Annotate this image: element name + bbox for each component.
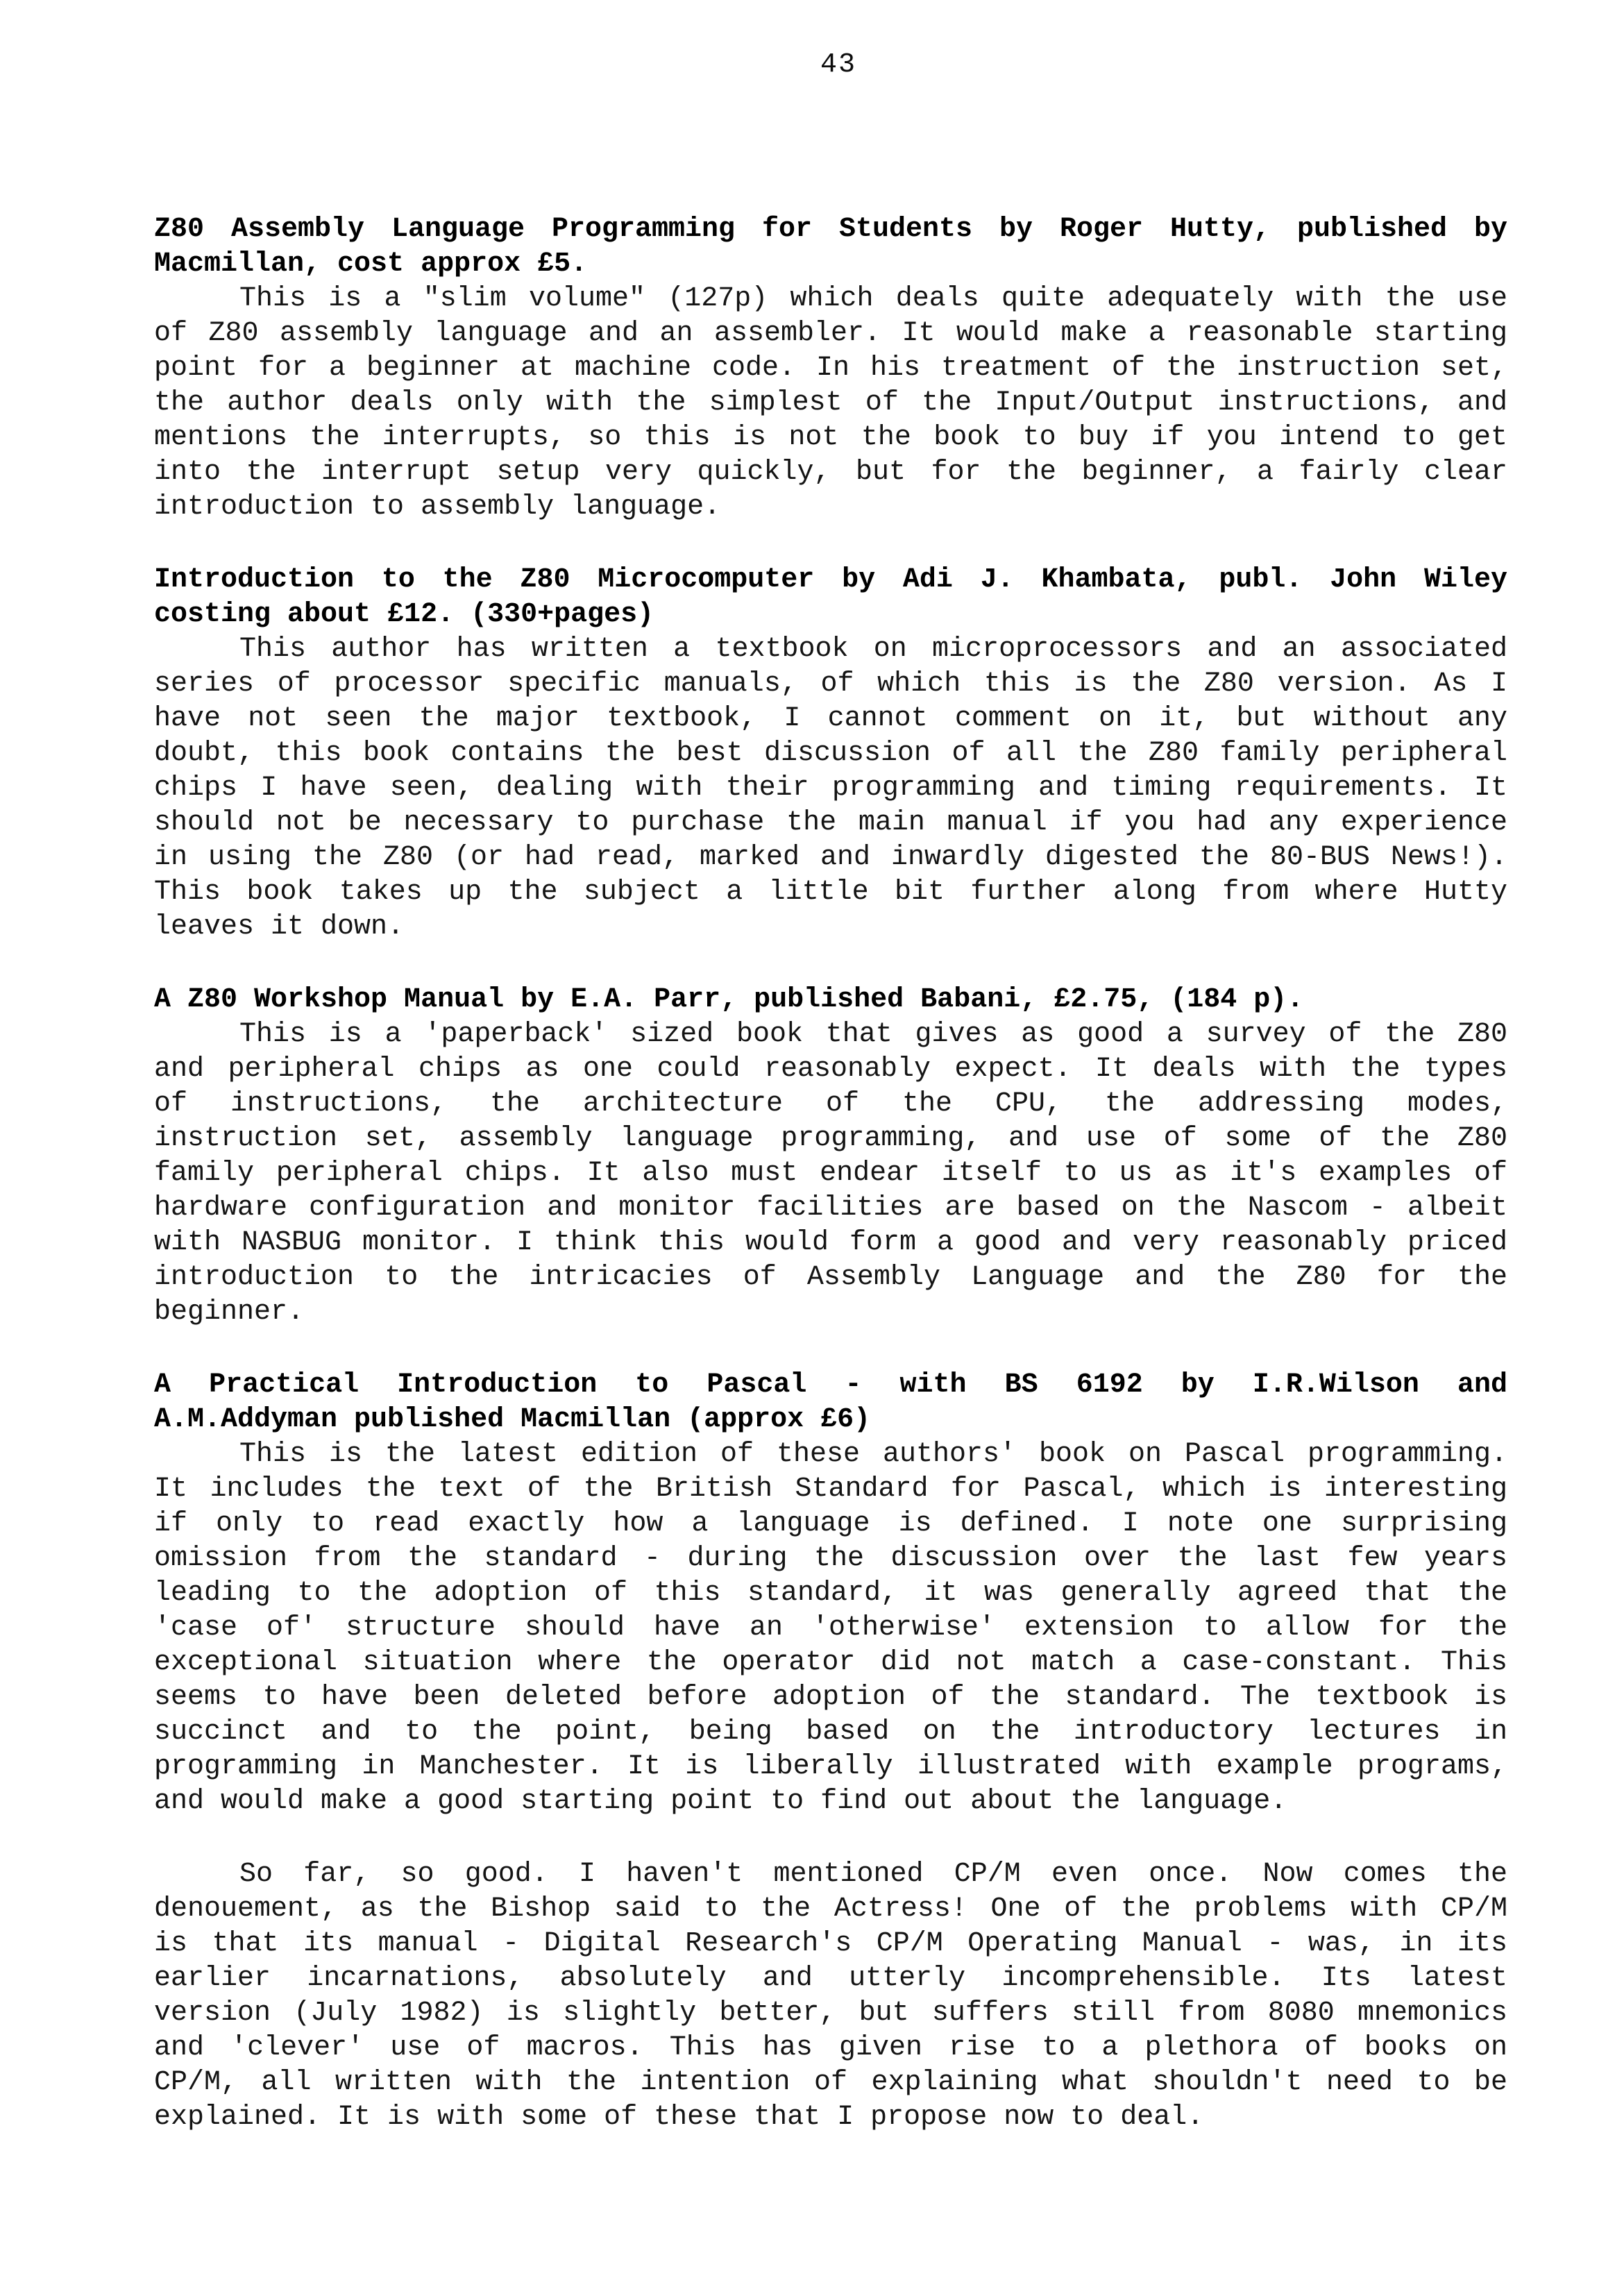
text-line: hardware configuration and monitor facilities are based on the Nascom - albeit [154,1192,1507,1224]
text-line: version (July 1982) is slightly better, but suffers still from 8080 mnemonics [154,1998,1507,2029]
text-line: of instructions, the architecture of the CPU, the addressing modes, [154,1088,1507,1120]
text-line: This author has written a textbook on microprocessors and an associated [239,634,1507,665]
text-line: mentions the interrupts, so this is not the book to buy if you intend to get [154,422,1507,453]
text-line: have not seen the major textbook, I cannot comment on it, but without any [154,703,1507,734]
text-line: earlier incarnations, absolutely and utterly incomprehensible. Its latest [154,1963,1507,1994]
text-line: introduction to assembly language. [154,491,721,523]
text-line: point for a beginner at machine code. In his treatment of the instruction set, [154,353,1507,384]
text-line: A Z80 Workshop Manual by E.A. Parr, published Babani, £2.75, (184 p). [154,984,1304,1015]
text-line: and 'clever' use of macros. This has given rise to a plethora of books on [154,2032,1507,2063]
text-line: 'case of' structure should have an 'otherwise' extension to allow for the [154,1612,1507,1644]
paragraph [154,1857,1507,2135]
text-line: denouement, as the Bishop said to the Actress! One of the problems with CP/M [154,1893,1507,1925]
book-review-heading [154,983,1507,1018]
text-line: This book takes up the subject a little bit further along from where Hutty [154,877,1507,908]
text-line: programming in Manchester. It is liberally illustrated with example programs, [154,1751,1507,1782]
text-line: leaves it down. [154,911,405,943]
text-line: Z80 Assembly Language Programming for Students by Roger Hutty, published by [154,214,1507,245]
text-line: if only to read exactly how a language is defined. I note one surprising [154,1508,1507,1539]
text-line: exceptional situation where the operator did not match a case-constant. This [154,1647,1507,1678]
text-line: and would make a good starting point to find out about the language. [154,1786,1287,1817]
text-line: This is a 'paperback' sized book that gives as good a survey of the Z80 [239,1019,1507,1050]
text-line: Macmillan, cost approx £5. [154,248,588,280]
text-line: into the interrupt setup very quickly, but for the beginner, a fairly clear [154,457,1507,488]
text-line: explained. It is with some of these that I propose now to deal. [154,2102,1204,2133]
book-review-heading [154,212,1507,282]
text-line: succinct and to the point, being based on the introductory lectures in [154,1716,1507,1748]
text-line: This is the latest edition of these authors' book on Pascal programming. [239,1439,1507,1470]
document-body [154,212,1507,2135]
paragraph [154,632,1507,945]
text-line: series of processor specific manuals, of which this is the Z80 version. As I [154,668,1507,700]
text-line: is that its manual - Digital Research's CP/M Operating Manual - was, in its [154,1928,1507,1959]
text-line: A Practical Introduction to Pascal - with BS 6192 by I.R.Wilson and [154,1369,1507,1401]
book-review-heading [154,1368,1507,1437]
text-line: beginner. [154,1297,305,1328]
text-line: family peripheral chips. It also must endear itself to us as it's examples of [154,1158,1507,1189]
text-line: Introduction to the Z80 Microcomputer by Adi J. Khambata, publ. John Wiley [154,564,1507,596]
text-line: So far, so good. I haven't mentioned CP/M even once. Now comes the [239,1859,1507,1890]
text-line: omission from the standard - during the discussion over the last few years [154,1543,1507,1574]
text-line: A.M.Addyman published Macmillan (approx £6) [154,1404,871,1435]
text-line: instruction set, assembly language programming, and use of some of the Z80 [154,1123,1507,1154]
text-line: should not be necessary to purchase the main manual if you had any experience [154,807,1507,838]
text-line: with NASBUG monitor. I think this would form a good and very reasonably priced [154,1227,1507,1258]
text-line: introduction to the intricacies of Assembly Language and the Z80 for the [154,1262,1507,1293]
text-line: doubt, this book contains the best discussion of all the Z80 family peripheral [154,738,1507,769]
book-review-heading [154,563,1507,632]
paragraph [154,1018,1507,1330]
text-line: seems to have been deleted before adoption of the standard. The textbook is [154,1682,1507,1713]
text-line: and peripheral chips as one could reasonably expect. It deals with the types [154,1054,1507,1085]
paragraph [154,282,1507,525]
text-line: chips I have seen, dealing with their programming and timing requirements. It [154,773,1507,804]
page-number: 43 [820,49,857,81]
paragraph [154,1437,1507,1819]
text-line: costing about £12. (330+pages) [154,599,654,630]
text-line: leading to the adoption of this standard, it was generally agreed that the [154,1578,1507,1609]
text-line: It includes the text of the British Standard for Pascal, which is interesting [154,1474,1507,1505]
text-line: in using the Z80 (or had read, marked and inwardly digested the 80-BUS News!). [154,842,1507,873]
text-line: This is a "slim volume" (127p) which deals quite adequately with the use [239,283,1507,314]
text-line: the author deals only with the simplest of the Input/Output instructions, and [154,387,1507,419]
text-line: of Z80 assembly language and an assembler. It would make a reasonable starting [154,318,1507,349]
text-line: CP/M, all written with the intention of explaining what shouldn't need to be [154,2067,1507,2098]
